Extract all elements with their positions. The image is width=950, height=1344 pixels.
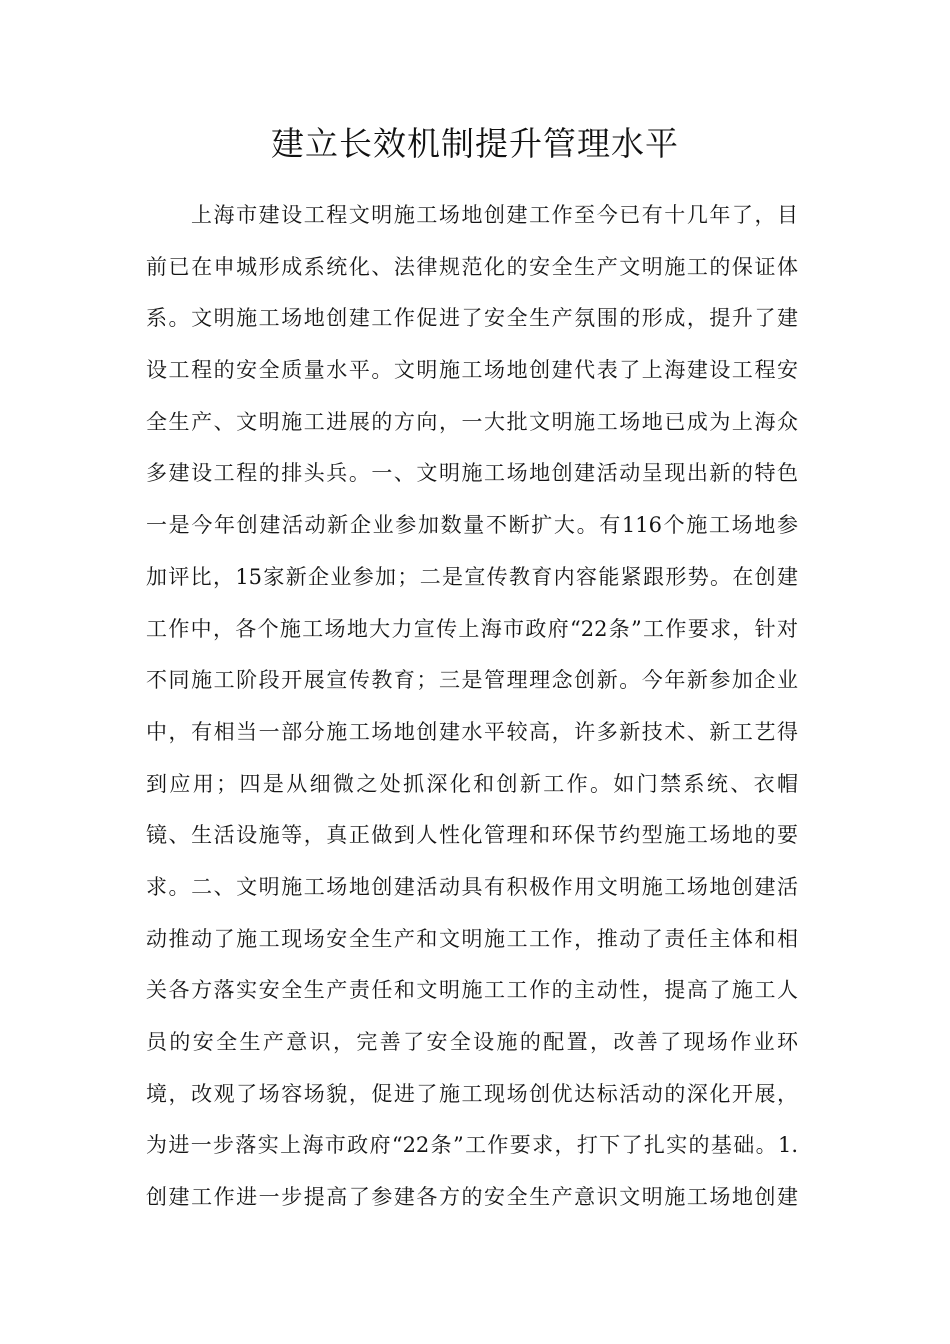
paragraph-line: 为进一步落实上海市政府“22条”工作要求，打下了扎实的基础。1. [146, 1133, 798, 1158]
paragraph-line: 加评比，15家新企业参加；二是宣传教育内容能紧跟形势。在创建 [146, 564, 798, 589]
paragraph-line: 全生产、文明施工进展的方向，一大批文明施工场地已成为上海众 [146, 409, 798, 434]
paragraph-line: 关各方落实安全生产责任和文明施工工作的主动性，提高了施工人 [146, 978, 798, 1003]
paragraph-line: 系。文明施工场地创建工作促进了安全生产氛围的形成，提升了建 [146, 306, 798, 331]
paragraph-line: 创建工作进一步提高了参建各方的安全生产意识文明施工场地创建 [146, 1185, 798, 1210]
paragraph-line: 上海市建设工程文明施工场地创建工作至今已有十几年了，目 [191, 203, 798, 227]
paragraph-line: 一是今年创建活动新企业参加数量不断扩大。有116个施工场地参 [146, 513, 798, 538]
paragraph-line: 求。二、文明施工场地创建活动具有积极作用文明施工场地创建活 [146, 874, 798, 899]
paragraph-line: 工作中，各个施工场地大力宣传上海市政府“22条”工作要求，针对 [146, 616, 798, 641]
paragraph-line: 不同施工阶段开展宣传教育；三是管理理念创新。今年新参加企业 [146, 668, 798, 693]
paragraph-line: 动推动了施工现场安全生产和文明施工工作，推动了责任主体和相 [146, 926, 798, 951]
paragraph-line: 镜、生活设施等，真正做到人性化管理和环保节约型施工场地的要 [146, 823, 798, 848]
paragraph-line: 到应用；四是从细微之处抓深化和创新工作。如门禁系统、衣帽 [146, 771, 798, 796]
paragraph-line: 多建设工程的排头兵。一、文明施工场地创建活动呈现出新的特色 [146, 461, 798, 486]
paragraph-line: 中，有相当一部分施工场地创建水平较高，许多新技术、新工艺得 [146, 719, 798, 744]
paragraph-line: 设工程的安全质量水平。文明施工场地创建代表了上海建设工程安 [146, 358, 798, 383]
body-paragraph [146, 190, 798, 1224]
paragraph-line: 前已在申城形成系统化、法律规范化的安全生产文明施工的保证体 [146, 254, 798, 279]
document-title: 建立长效机制提升管理水平 [271, 124, 679, 163]
paragraph-line: 员的安全生产意识，完善了安全设施的配置，改善了现场作业环 [146, 1030, 798, 1054]
paragraph-line: 境，改观了场容场貌，促进了施工现场创优达标活动的深化开展， [146, 1081, 798, 1106]
